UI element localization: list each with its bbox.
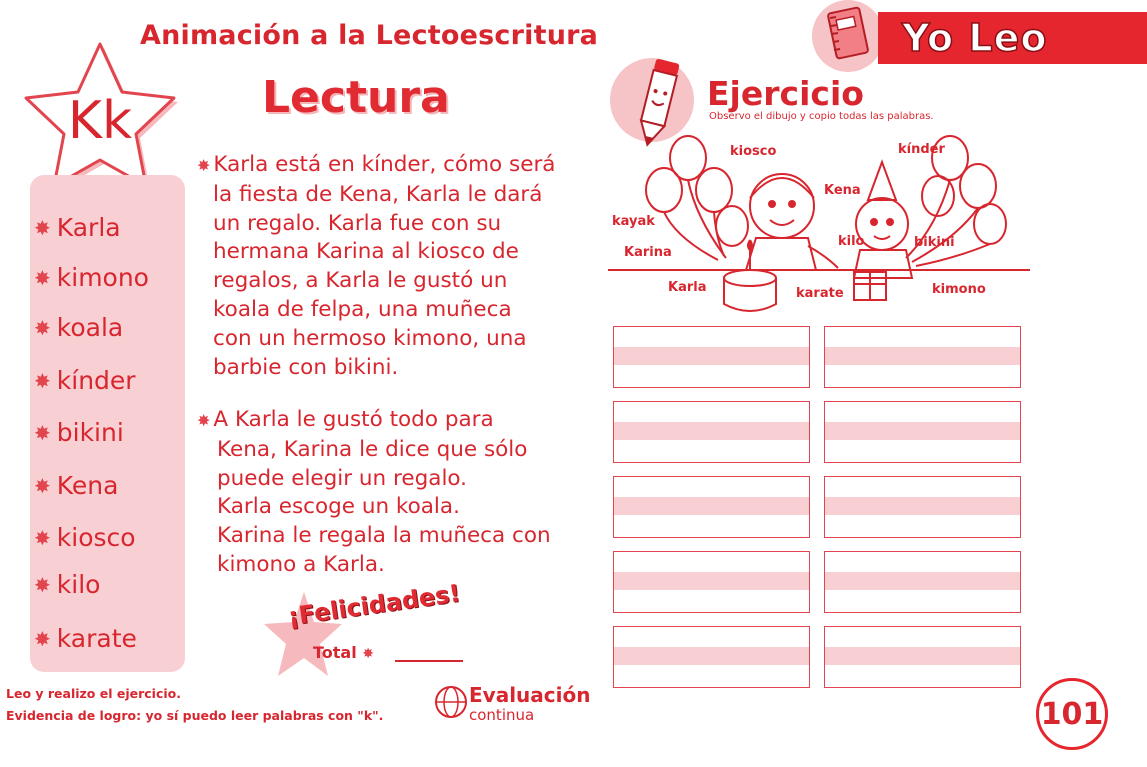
text-line: koala de felpa, una muñeca: [213, 296, 512, 322]
evaluation-subtitle: continua: [469, 706, 535, 724]
scene-label-karate: karate: [796, 286, 844, 301]
copy-box[interactable]: [824, 326, 1021, 388]
text-line: la fiesta de Kena, Karla le dará: [213, 181, 543, 207]
copy-box[interactable]: [613, 551, 810, 613]
page-number: 101: [1036, 678, 1108, 750]
list-item: ✸ Karla: [34, 213, 121, 242]
exercise-title: Ejercicio: [707, 74, 864, 113]
star-icon: ✸: [34, 473, 51, 498]
footer-evidence: Evidencia de logro: yo sí puedo leer palabras con "k".: [6, 708, 384, 723]
text-line: un regalo. Karla fue con su: [213, 210, 502, 236]
text-line: ✸ A Karla le gustó todo para: [197, 407, 494, 432]
list-item: ✸ Kena: [34, 471, 119, 500]
star-icon: ✸: [197, 156, 211, 175]
reading-paragraph-2: [197, 406, 551, 580]
felicidades-title: ¡Felicidades!: [286, 579, 462, 631]
copy-box[interactable]: [613, 401, 810, 463]
text-line: ✸ Karla está en kínder, cómo será: [197, 152, 556, 177]
star-icon: ✸: [34, 215, 51, 240]
footer-instruction: Leo y realizo el ejercicio.: [6, 686, 181, 701]
text-line: kimono a Karla.: [217, 551, 385, 577]
brand-title: Yo Leo: [902, 16, 1048, 60]
text-line: regalos, a Karla le gustó un: [213, 268, 508, 294]
list-item: ✸ karate: [34, 624, 137, 653]
copy-box[interactable]: [824, 551, 1021, 613]
notebook-icon: [824, 6, 874, 64]
text-line: barbie con bikini.: [213, 354, 399, 380]
letter-star: [18, 36, 183, 196]
exercise-instruction: Observo el dibujo y copio todas las palabras.: [709, 111, 934, 122]
scene-label-kilo: kilo: [838, 234, 865, 249]
star-icon: ✸: [362, 646, 375, 662]
text-line: puede elegir un regalo.: [217, 465, 468, 491]
copy-box[interactable]: [613, 326, 810, 388]
list-item: ✸ koala: [34, 313, 124, 342]
star-icon: ✸: [34, 626, 51, 651]
text-line: Kena, Karina le dice que sólo: [217, 436, 528, 462]
scene-label-kiosco: kiosco: [730, 144, 777, 159]
section-title: Lectura: [262, 72, 450, 123]
party-illustration: [606, 128, 1034, 320]
copy-box[interactable]: [824, 476, 1021, 538]
star-icon: ✸: [34, 525, 51, 550]
list-item: ✸ kiosco: [34, 523, 136, 552]
text-line: hermana Karina al kiosco de: [213, 239, 519, 265]
star-icon: ✸: [197, 411, 211, 430]
copy-box[interactable]: [613, 476, 810, 538]
reading-paragraph-1: [197, 151, 555, 382]
scene-label-bikini: bikini: [914, 235, 955, 250]
copy-box[interactable]: [824, 626, 1021, 688]
text-line: con un hermoso kimono, una: [213, 325, 527, 351]
total-label: Total ✸: [313, 643, 375, 662]
letter-label: Kk: [67, 91, 133, 151]
star-icon: ✸: [34, 572, 51, 597]
scene-label-karla: Karla: [668, 280, 707, 295]
star-icon: ✸: [34, 420, 51, 445]
total-blank-line: [395, 660, 463, 662]
scene-label-kayak: kayak: [612, 214, 655, 229]
scene-label-kinder: kínder: [898, 142, 945, 157]
star-icon: ✸: [34, 315, 51, 340]
scene-label-karina: Karina: [624, 245, 672, 260]
scene-label-kena: Kena: [824, 183, 861, 198]
globe-icon: [433, 684, 469, 720]
copy-box[interactable]: [613, 626, 810, 688]
evaluation-title: Evaluación: [469, 683, 591, 707]
list-item: ✸ kínder: [34, 366, 136, 395]
list-item: ✸ kimono: [34, 263, 149, 292]
text-line: Karina le regala la muñeca con: [217, 523, 551, 549]
scene-label-kimono: kimono: [932, 282, 986, 297]
text-line: Karla escoge un koala.: [217, 494, 460, 520]
star-icon: ✸: [34, 265, 51, 290]
list-item: ✸ bikini: [34, 418, 124, 447]
series-title: Animación a la Lectoescritura: [140, 20, 599, 51]
copy-box[interactable]: [824, 401, 1021, 463]
list-item: ✸ kilo: [34, 570, 101, 599]
star-icon: ✸: [34, 368, 51, 393]
